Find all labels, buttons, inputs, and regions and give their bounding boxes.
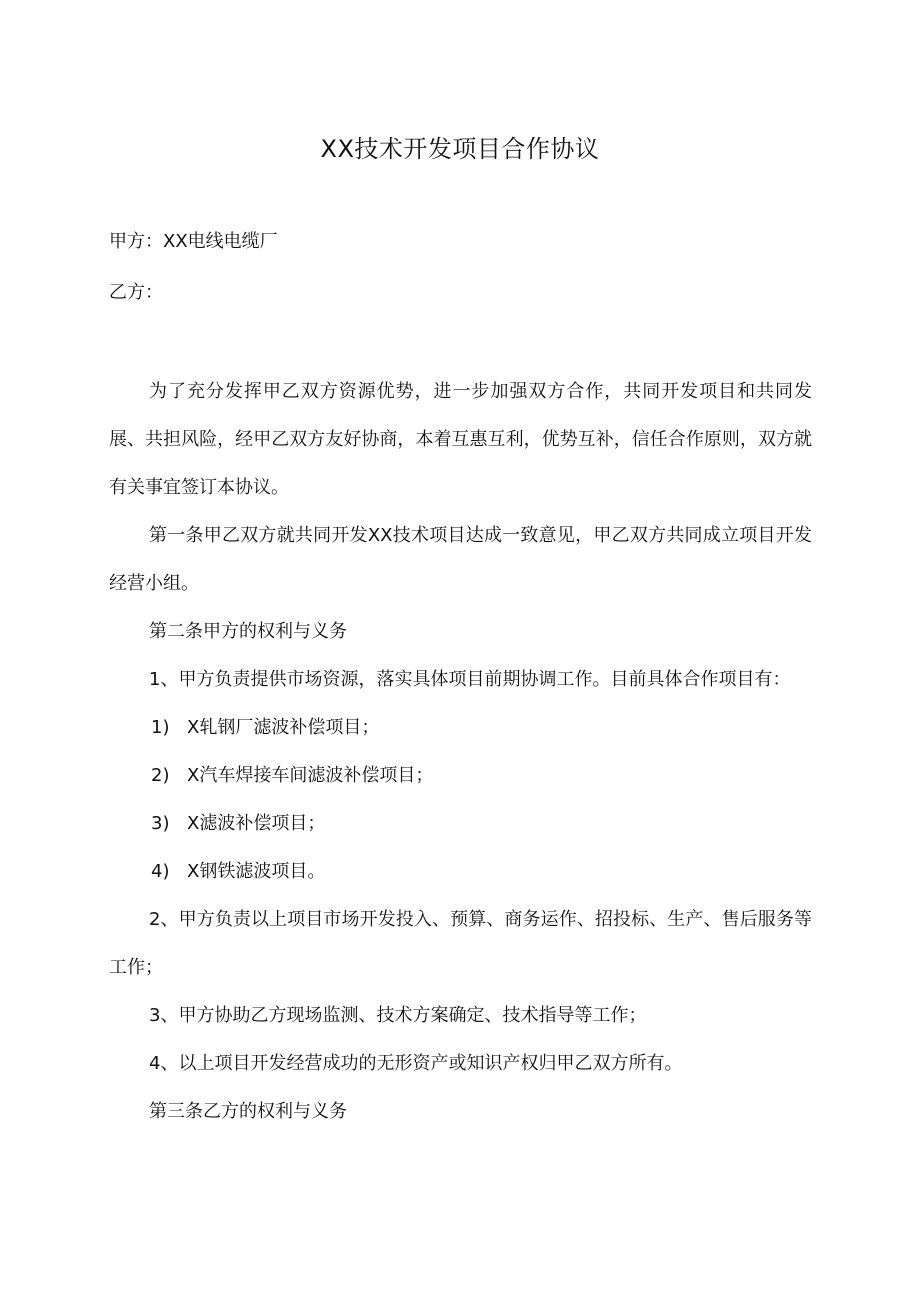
clause-a4-paragraph: 4、以上项目开发经营成功的无形资产或知识产权归甲乙双方所有。 (149, 1053, 683, 1074)
party-b-line: 乙方： (109, 282, 163, 303)
party-a-line: 甲方：XX电线电缆厂 (109, 231, 278, 252)
clause-a3-paragraph: 3、甲方协助乙方现场监测、技术方案确定、技术指导等工作； (149, 1005, 647, 1026)
project-list-item (109, 848, 812, 896)
intro-paragraph: 为了充分发挥甲乙双方资源优势，进一步加强双方合作，共同开发项目和共同发展、共担风险，经甲乙双方友好协商，本着互惠互利，优势互补，信任合作原则，双方就有关事宜签订本协议。 (109, 381, 812, 498)
article-3-heading: 第三条乙方的权利与义务 (149, 1101, 347, 1122)
list-item-text: X滤波补偿项目； (187, 813, 326, 834)
list-item-text: X钢铁滤波项目。 (187, 861, 326, 882)
document-title: XX技术开发项目合作协议 (320, 135, 600, 163)
list-item-number: 4) (151, 861, 170, 882)
clause-a1-paragraph: 1、甲方负责提供市场资源，落实具体项目前期协调工作。目前具体合作项目有： (149, 669, 791, 690)
list-item-number: 1) (151, 717, 170, 738)
article-2-heading: 第二条甲方的权利与义务 (149, 621, 347, 642)
list-item-text: X汽车焊接车间滤波补偿项目； (187, 765, 434, 786)
list-item-number: 3) (151, 813, 170, 834)
agreement-body (109, 368, 812, 1136)
project-list-item (109, 800, 812, 848)
clause-a2-paragraph: 2、甲方负责以上项目市场开发投入、预算、商务运作、招投标、生产、售后服务等工作； (109, 909, 812, 978)
list-item-number: 2) (151, 765, 170, 786)
project-list-item (109, 704, 812, 752)
list-item-text: X轧钢厂滤波补偿项目； (187, 717, 380, 738)
project-list-item (109, 752, 812, 800)
article-1-paragraph: 第一条甲乙双方就共同开发XX技术项目达成一致意见，甲乙双方共同成立项目开发经营小组。 (109, 525, 812, 594)
